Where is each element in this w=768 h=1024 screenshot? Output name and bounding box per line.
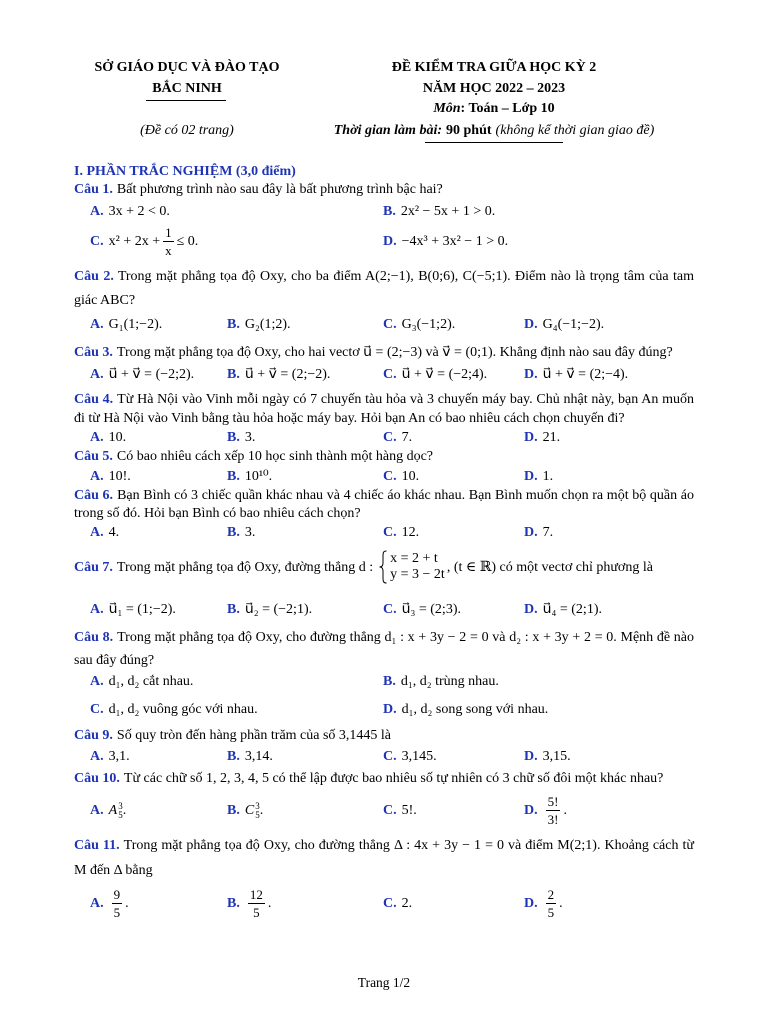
option-key: D. <box>524 602 538 617</box>
superscript: 3 <box>255 800 260 811</box>
question-6 <box>74 487 694 542</box>
option-key: B. <box>227 317 240 332</box>
superscript: 3 <box>118 800 123 811</box>
option-b <box>383 202 694 221</box>
question-stem <box>74 550 694 584</box>
option-text: 3,15. <box>542 749 571 764</box>
option-value <box>245 747 273 766</box>
section-title: I. PHẦN TRẮC NGHIỆM (3,0 điểm) <box>74 164 296 179</box>
option-key: C. <box>383 896 397 911</box>
question-stem <box>74 265 694 313</box>
subject-value: : Toán – Lớp 10 <box>460 101 555 116</box>
department-name: SỞ GIÁO DỤC VÀ ĐÀO TẠO <box>94 60 280 75</box>
option-key: B. <box>227 430 240 445</box>
option-key: C. <box>383 749 397 764</box>
fraction <box>546 887 557 920</box>
option-key: B. <box>227 749 240 764</box>
page-number: Trang 1/2 <box>357 975 411 990</box>
option-text: −4x³ + 3x² − 1 > 0. <box>401 234 509 249</box>
option-a <box>90 794 227 827</box>
option-key: D. <box>524 525 538 540</box>
option-text: . <box>559 896 563 911</box>
fraction-numerator: 2 <box>547 887 555 902</box>
option-text: 3. <box>244 430 256 445</box>
option-value <box>109 747 130 766</box>
option-c <box>383 315 524 334</box>
option-text: 10¹⁰. <box>244 469 273 484</box>
option-key: D. <box>524 430 538 445</box>
option-text: . <box>122 803 127 818</box>
answer-options <box>74 600 694 619</box>
option-value <box>543 523 554 542</box>
option-c <box>383 428 524 447</box>
answer-options <box>74 365 694 384</box>
option-text: u⃗₁ = (1;−2). <box>108 602 176 617</box>
option-key: A. <box>90 674 104 689</box>
option-a <box>90 600 227 619</box>
option-key: A. <box>90 602 104 617</box>
question-text: Có bao nhiêu cách xếp 10 học sinh thành một hàng dọc? <box>116 449 433 464</box>
option-key: B. <box>227 896 240 911</box>
question-text: Trong mặt phẳng tọa độ Oxy, cho đường thẳng Δ : 4x + 3y − 1 = 0 và điểm M(2;1). Khoảng cách từ M đến Δ bằng <box>74 838 694 878</box>
option-key: C. <box>90 234 104 249</box>
option-key: C. <box>90 702 104 717</box>
option-a <box>90 428 227 447</box>
option-key: C. <box>383 367 397 382</box>
fraction-denominator: x <box>165 243 172 258</box>
option-a <box>90 315 227 334</box>
option-key: C. <box>383 317 397 332</box>
option-key: A. <box>90 749 104 764</box>
question-text-after: , (t ∈ ℝ) có một vectơ chỉ phương là <box>446 559 653 575</box>
option-text: 7. <box>542 525 554 540</box>
option-key: B. <box>227 525 240 540</box>
option-value <box>402 747 437 766</box>
option-text: u⃗₂ = (−2;1). <box>244 602 313 617</box>
option-value <box>109 801 127 820</box>
option-key: D. <box>524 469 538 484</box>
option-value <box>402 523 420 542</box>
exam-info-block <box>314 0 674 150</box>
question-3 <box>74 341 694 384</box>
option-text: . <box>267 896 272 911</box>
option-d <box>524 315 694 334</box>
question-number: Câu 3. <box>74 345 113 360</box>
option-value <box>109 225 199 258</box>
question-number: Câu 7. <box>74 559 113 575</box>
question-stem <box>74 626 694 672</box>
equation-line: x = 2 + t <box>390 551 438 566</box>
option-value <box>543 794 567 827</box>
question-10 <box>74 769 694 827</box>
option-key: C. <box>383 525 397 540</box>
question-list <box>74 180 694 920</box>
option-text: . <box>125 896 129 911</box>
question-stem <box>74 726 694 745</box>
question-number: Câu 6. <box>74 488 114 503</box>
brace-path <box>380 551 387 583</box>
question-text: Trong mặt phẳng tọa độ Oxy, cho hai vectơ u⃗ = (2;−3) và v⃗ = (0;1). Khẳng định nào sau đây đúng? <box>116 345 673 360</box>
option-c <box>383 523 524 542</box>
option-key: A. <box>90 469 104 484</box>
question-stem <box>74 180 694 199</box>
answer-options <box>74 887 694 920</box>
option-text: . <box>563 803 567 818</box>
option-a <box>90 747 227 766</box>
option-value <box>401 202 495 221</box>
option-value <box>543 600 602 619</box>
option-key: C. <box>383 430 397 445</box>
option-d <box>524 747 694 766</box>
option-text: G₂(1;2). <box>244 317 291 332</box>
option-text: 5!. <box>401 803 417 818</box>
question-text: Trong mặt phẳng tọa độ Oxy, cho đường thẳng d₁ : x + 3y − 2 = 0 và d₂ : x + 3y + 2 = 0. Mệnh đề nào sau đây đúng? <box>74 630 694 668</box>
symbol-base: A <box>108 803 118 818</box>
option-text: d₁, d₂ vuông góc với nhau. <box>108 702 258 717</box>
question-1 <box>74 180 694 258</box>
question-2 <box>74 265 694 334</box>
option-value <box>543 747 571 766</box>
equation-line: y = 3 − 2t <box>390 567 445 582</box>
option-d <box>524 428 694 447</box>
question-11 <box>74 833 694 920</box>
option-c <box>383 600 524 619</box>
fraction-denominator: 3! <box>547 812 559 827</box>
school-year: NĂM HỌC 2022 – 2023 <box>422 81 566 96</box>
fraction <box>163 225 174 258</box>
fraction-denominator: 5 <box>113 905 121 920</box>
option-value <box>245 801 263 820</box>
option-text: 10. <box>108 430 127 445</box>
option-key: D. <box>524 896 538 911</box>
option-key: B. <box>383 674 396 689</box>
option-text: d₁, d₂ trùng nhau. <box>400 674 499 689</box>
equation-lines <box>390 551 445 583</box>
option-c <box>383 887 524 920</box>
option-key: A. <box>90 367 104 382</box>
option-key: D. <box>383 234 397 249</box>
option-d <box>383 700 694 719</box>
answer-options <box>74 467 694 486</box>
option-value <box>109 202 170 221</box>
time-line <box>314 122 674 140</box>
option-key: D. <box>524 367 538 382</box>
question-text: Trong mặt phẳng tọa độ Oxy, đường thẳng d : <box>116 559 374 575</box>
option-text: 10. <box>401 469 420 484</box>
option-text: ≤ 0. <box>176 234 199 249</box>
option-value <box>402 894 413 913</box>
option-key: D. <box>383 702 397 717</box>
option-b <box>383 672 694 691</box>
option-value <box>543 467 554 486</box>
subscript: 5 <box>118 809 123 820</box>
fraction-numerator: 5! <box>547 794 559 809</box>
option-b <box>227 523 383 542</box>
option-value <box>402 315 456 334</box>
answer-options <box>74 672 694 719</box>
option-key: A. <box>90 317 104 332</box>
option-text: u⃗₄ = (2;1). <box>542 602 602 617</box>
symbol-base: C <box>244 803 255 818</box>
option-value <box>543 428 561 447</box>
option-value <box>245 887 272 920</box>
option-text: 4. <box>108 525 120 540</box>
option-d <box>524 523 694 542</box>
page-count-note: (Đề có 02 trang) <box>140 123 234 138</box>
option-key: D. <box>524 749 538 764</box>
option-value <box>109 467 131 486</box>
question-stem <box>74 341 694 365</box>
option-value <box>402 600 461 619</box>
exam-title: ĐỀ KIỂM TRA GIỮA HỌC KỲ 2 <box>391 60 597 75</box>
option-key: C. <box>383 803 397 818</box>
option-text: 3,1. <box>108 749 130 764</box>
option-value <box>109 523 120 542</box>
time-label: Thời gian làm bài: <box>333 123 442 138</box>
option-text: d₁, d₂ cắt nhau. <box>108 674 194 689</box>
question-text: Trong mặt phẳng tọa độ Oxy, cho ba điểm A(2;−1), B(0;6), C(−5;1). Điểm nào là trọng tâm của tam giác ABC? <box>74 269 694 308</box>
option-a <box>90 202 383 221</box>
question-stem <box>74 390 694 428</box>
option-b <box>227 887 383 920</box>
option-key: A. <box>90 430 104 445</box>
option-text: . <box>259 803 264 818</box>
question-stem <box>74 769 694 788</box>
option-c <box>90 700 383 719</box>
option-a <box>90 672 383 691</box>
fraction <box>248 887 265 920</box>
subject-line <box>314 100 674 118</box>
option-value <box>402 232 508 251</box>
subject-label: Môn <box>433 101 461 116</box>
option-text: G₃(−1;2). <box>401 317 456 332</box>
option-key: D. <box>524 317 538 332</box>
option-b <box>227 315 383 334</box>
question-number: Câu 1. <box>74 182 113 197</box>
option-d <box>383 225 694 258</box>
issuer-block <box>57 0 317 150</box>
fraction-numerator: 9 <box>113 887 121 902</box>
answer-options <box>74 747 694 766</box>
question-9 <box>74 726 694 766</box>
option-value <box>109 672 194 691</box>
option-value <box>245 428 256 447</box>
option-a <box>90 887 227 920</box>
question-stem <box>74 447 694 466</box>
option-value <box>402 700 549 719</box>
time-note: (không kể thời gian giao đề) <box>495 123 655 138</box>
option-key: A. <box>90 803 104 818</box>
option-value <box>543 315 605 334</box>
answer-options <box>74 202 694 258</box>
question-8 <box>74 626 694 719</box>
answer-options <box>74 794 694 827</box>
option-d <box>524 600 694 619</box>
option-key: B. <box>383 204 396 219</box>
option-value <box>245 365 331 384</box>
fraction <box>546 794 561 827</box>
option-text: 3,14. <box>244 749 273 764</box>
option-value <box>245 523 256 542</box>
option-text: u⃗ + v⃗ = (−2;4). <box>401 367 488 382</box>
question-number: Câu 8. <box>74 630 114 645</box>
option-key: A. <box>90 525 104 540</box>
question-number: Câu 10. <box>74 771 120 786</box>
option-key: A. <box>90 204 104 219</box>
question-number: Câu 9. <box>74 728 113 743</box>
option-key: A. <box>90 896 104 911</box>
option-value <box>402 801 417 820</box>
option-text: x² + 2x + <box>108 234 161 249</box>
option-text: u⃗ + v⃗ = (−2;2). <box>108 367 195 382</box>
option-text: u⃗₃ = (2;3). <box>401 602 461 617</box>
question-text: Từ các chữ số 1, 2, 3, 4, 5 có thể lập được bao nhiêu số tự nhiên có 3 chữ số đôi một khác nhau? <box>123 771 664 786</box>
option-d <box>524 467 694 486</box>
option-d <box>524 794 694 827</box>
option-value <box>402 467 420 486</box>
option-key: B. <box>227 803 240 818</box>
option-key: C. <box>383 602 397 617</box>
option-c <box>383 365 524 384</box>
question-text: Từ Hà Nội vào Vinh mỗi ngày có 7 chuyến tàu hỏa và 3 chuyến máy bay. Chủ nhật này, bạn An muốn đi từ Hà Nội vào Vinh bằng tàu hỏa hoặc máy bay. Hỏi bạn An có bao nhiêu cách chọn chuyến đi? <box>74 392 694 426</box>
option-key: C. <box>383 469 397 484</box>
option-c <box>90 225 383 258</box>
fraction-denominator: 5 <box>253 905 260 920</box>
option-value <box>109 887 129 920</box>
option-d <box>524 887 694 920</box>
option-b <box>227 428 383 447</box>
option-text: 7. <box>401 430 413 445</box>
option-b <box>227 467 383 486</box>
question-number: Câu 5. <box>74 449 113 464</box>
option-b <box>227 365 383 384</box>
fraction <box>112 887 123 920</box>
subscript: 5 <box>255 809 260 820</box>
option-a <box>90 523 227 542</box>
question-stem <box>74 833 694 883</box>
question-5 <box>74 447 694 486</box>
question-number: Câu 4. <box>74 392 114 407</box>
option-text: 2x² − 5x + 1 > 0. <box>400 204 496 219</box>
option-a <box>90 467 227 486</box>
brace-icon <box>378 550 388 584</box>
option-value <box>543 365 629 384</box>
option-key: D. <box>524 803 538 818</box>
answer-options <box>74 523 694 542</box>
option-key: B. <box>227 469 240 484</box>
question-number: Câu 2. <box>74 269 114 284</box>
answer-options <box>74 315 694 334</box>
option-c <box>383 747 524 766</box>
option-a <box>90 365 227 384</box>
option-value <box>401 672 499 691</box>
divider <box>146 100 226 101</box>
option-value <box>109 428 127 447</box>
question-number: Câu 11. <box>74 838 120 853</box>
answer-options <box>74 428 694 447</box>
option-value <box>245 600 312 619</box>
option-text: 3x + 2 < 0. <box>108 204 170 219</box>
divider <box>425 142 563 143</box>
question-stem <box>74 487 694 523</box>
option-text: G₄(−1;−2). <box>542 317 605 332</box>
question-text: Bạn Bình có 3 chiếc quần khác nhau và 4 chiếc áo khác nhau. Bạn Bình muốn chọn ra một bộ quần áo trong số đó. Hỏi bạn Bình có bao nhiêu cách chọn? <box>74 488 694 521</box>
option-text: d₁, d₂ song song với nhau. <box>401 702 549 717</box>
equation-system <box>378 550 445 584</box>
option-value <box>402 365 488 384</box>
option-value <box>543 887 563 920</box>
exam-content <box>74 163 694 920</box>
option-value <box>245 467 272 486</box>
option-key: B. <box>227 602 240 617</box>
option-value <box>109 600 176 619</box>
option-b <box>227 600 383 619</box>
question-7 <box>74 550 694 619</box>
fraction-denominator: 5 <box>547 905 555 920</box>
option-b <box>227 794 383 827</box>
option-key: B. <box>227 367 240 382</box>
option-value <box>109 700 258 719</box>
fraction-numerator: 12 <box>249 887 263 902</box>
province-name: BẮC NINH <box>152 81 222 96</box>
option-value <box>109 365 195 384</box>
question-text: Bất phương trình nào sau đây là bất phương trình bậc hai? <box>116 182 443 197</box>
option-value <box>109 315 163 334</box>
option-value <box>402 428 413 447</box>
fraction-numerator: 1 <box>165 225 172 240</box>
option-text: u⃗ + v⃗ = (2;−2). <box>244 367 331 382</box>
option-text: 1. <box>542 469 554 484</box>
option-text: u⃗ + v⃗ = (2;−4). <box>542 367 629 382</box>
question-4 <box>74 390 694 447</box>
option-value <box>245 315 291 334</box>
option-text: 10!. <box>108 469 131 484</box>
option-text: 3,145. <box>401 749 437 764</box>
question-text: Số quy tròn đến hàng phần trăm của số 3,1445 là <box>116 728 392 743</box>
option-text: 21. <box>542 430 561 445</box>
option-text: G₁(1;−2). <box>108 317 163 332</box>
option-text: 3. <box>244 525 256 540</box>
option-d <box>524 365 694 384</box>
option-c <box>383 794 524 827</box>
option-text: 2. <box>401 896 413 911</box>
time-value: 90 phút <box>446 123 492 138</box>
option-text: 12. <box>401 525 420 540</box>
option-c <box>383 467 524 486</box>
option-b <box>227 747 383 766</box>
